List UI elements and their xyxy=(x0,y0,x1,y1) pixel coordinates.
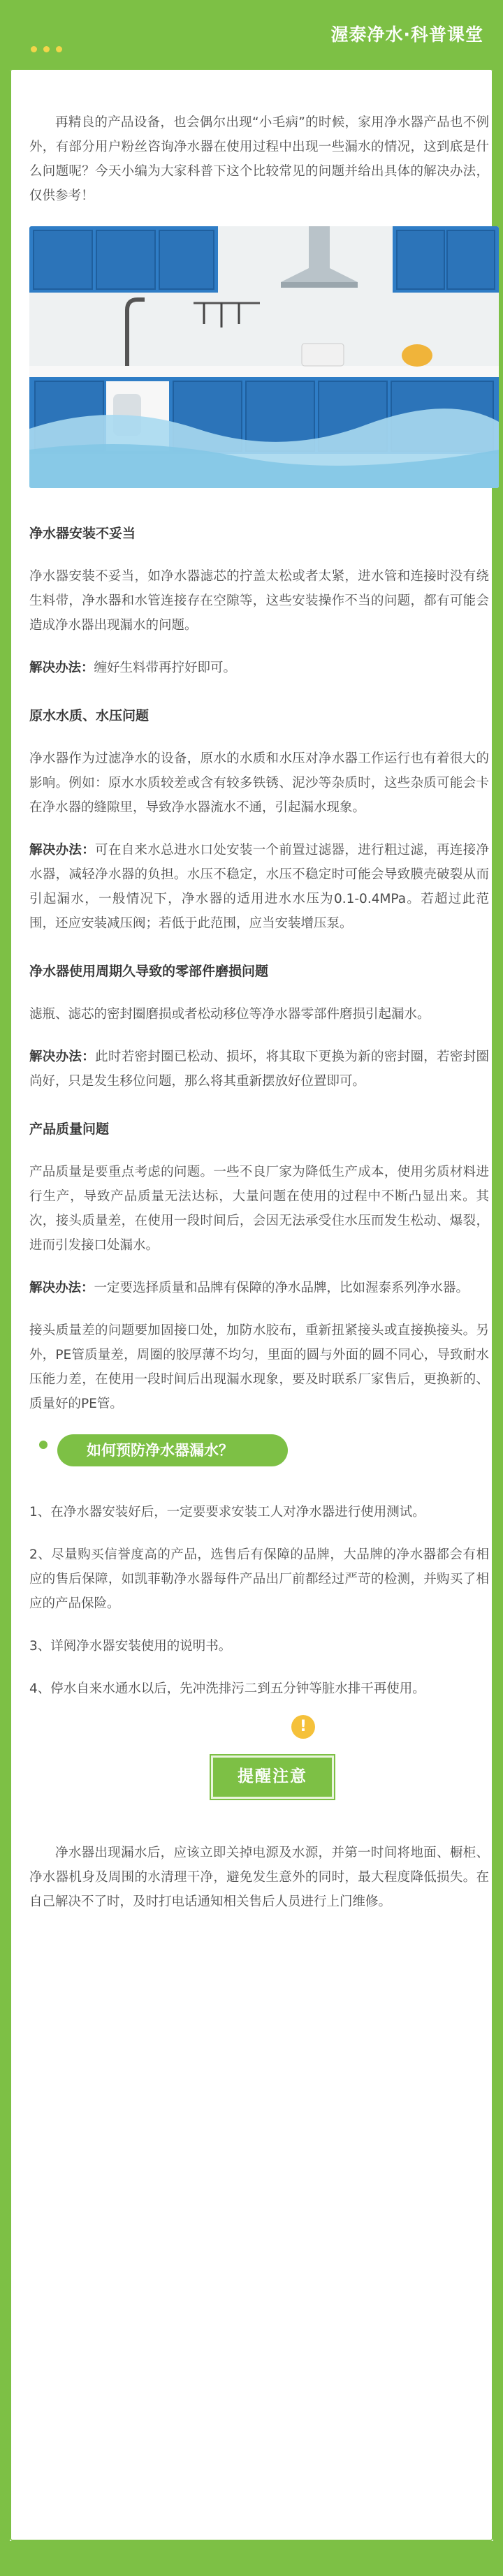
solution-label: 解决办法： xyxy=(29,661,94,675)
prevention-title: 如何预防净水器漏水？ xyxy=(57,1434,288,1466)
solution-paragraph xyxy=(29,838,489,936)
intro-paragraph: 再精良的产品设备，也会偶尔出现“小毛病”的时候，家用净水器产品也不例外，有部分用户粉丝咨询净水器在使用过程中出现一些漏水的情况，这到底是什么问题呢？今天小编为大家科普下这个比较常见的问题并给出具体的解决办法，仅供参考！ xyxy=(29,115,489,203)
section-body: 净水器安装不妥当，如净水器滤芯的拧盖太松或者太紧，进水管和连接时没有绕生料带，净水器和水管连接存在空隙等，这些安装操作不当的问题，都有可能会造成净水器出现漏水的问题。 xyxy=(29,569,489,633)
header-title: 渥泰净水·科普课堂 xyxy=(330,24,483,45)
solution-paragraph xyxy=(29,1045,489,1094)
prevention-item: 1、在净水器安装好后，一定要要求安装工人对净水器进行使用测试。 xyxy=(29,1505,425,1519)
reminder-title: 提醒注意 xyxy=(211,1756,334,1799)
prevention-item: 2、尽量购买信誉度高的产品，选售后有保障的品牌，大品牌的净水器都会有相应的售后保障，如凯菲勒净水器每件产品出厂前都经过严苛的检测，并购买了相应的产品保险。 xyxy=(29,1547,489,1611)
dot-icon xyxy=(56,46,62,52)
section-title: 净水器使用周期久导致的零部件磨损问题 xyxy=(29,964,269,979)
section-title: 产品质量问题 xyxy=(29,1121,110,1137)
section-title: 净水器安装不妥当 xyxy=(29,526,136,541)
banner-dot-icon xyxy=(39,1441,48,1449)
solution-text: 一定要选择质量和品牌有保障的净水品牌，比如渥泰系列净水器。 xyxy=(94,1281,469,1295)
frame-bottom xyxy=(0,2541,503,2576)
kitchen-leak-illustration xyxy=(29,226,499,488)
reminder-block xyxy=(29,1715,489,1813)
solution-text: 可在自来水总进水口处安装一个前置过滤器，进行粗过滤，再连接净水器，减轻净水器的负担。水压不稳定，水压不稳定时可能会导致膜壳破裂从而引起漏水，一般情况下，净水器的适用进水水压为0.1-0.4MPa。若超过此范围，还应安装减压阀；若低于此范围，应当安装增压泵。 xyxy=(29,843,489,931)
section-title: 原水水质、水压问题 xyxy=(29,708,150,723)
reminder-body: 净水器出现漏水后，应该立即关掉电源及水源，并第一时间将地面、橱柜、净水器机身及周围的水清理干净，避免发生意外的同时，最大程度降低损失。在自己解决不了时，及时打电话通知相关售后人员进行上门维修。 xyxy=(29,1846,489,1909)
dot-icon xyxy=(43,46,50,52)
header-dots xyxy=(31,46,62,52)
solution-label: 解决办法： xyxy=(29,843,96,858)
section-body: 产品质量是要重点考虑的问题。一些不良厂家为降低生产成本，使用劣质材料进行生产，导致产品质量无法达标，大量问题在使用的过程中不断凸显出来。其次，接头质量差，在使用一段时间后，会因无法承受住水压而发生松动、爆裂，进而引发接口处漏水。 xyxy=(29,1165,489,1253)
prevention-item: 3、详阅净水器安装使用的说明书。 xyxy=(29,1639,232,1654)
section-body: 滤瓶、滤芯的密封圈磨损或者松动移位等净水器零部件磨损引起漏水。 xyxy=(29,1007,430,1022)
article-card xyxy=(10,68,493,2541)
frame-left xyxy=(0,0,10,2576)
section-body: 净水器作为过滤净水的设备，原水的水质和水压对净水器工作运行也有着很大的影响。例如：原水水质较差或含有较多铁锈、泥沙等杂质时，这些杂质可能会卡在净水器的缝隙里，导致净水器流水不通，引起漏水现象。 xyxy=(29,751,489,815)
solution-text: 缠好生料带再拧好即可。 xyxy=(94,661,237,675)
dot-icon xyxy=(31,46,37,52)
prevention-banner xyxy=(29,1427,489,1472)
prevention-item: 4、停水自来水通水以后，先冲洗排污二到五分钟等脏水排干再使用。 xyxy=(29,1681,425,1696)
section-extra: 接头质量差的问题要加固接口处，加防水胶布，重新扭紧接头或直接换接头。另外，PE管质量差，周圈的胶厚薄不均匀，里面的圆与外面的圆不同心，导致耐水压能力差，在使用一段时间后出现漏水现象，要及时联系厂家售后，更换新的、质量好的PE管。 xyxy=(29,1323,489,1411)
solution-label: 解决办法： xyxy=(29,1050,96,1064)
solution-label: 解决办法： xyxy=(29,1281,94,1295)
solution-paragraph xyxy=(29,656,489,680)
lightbulb-icon: ! xyxy=(291,1715,315,1739)
solution-text: 此时若密封圈已松动、损坏，将其取下更换为新的密封圈，若密封圈尚好，只是发生移位问题，那么将其重新摆放好位置即可。 xyxy=(29,1050,489,1089)
article-content xyxy=(18,110,502,1914)
solution-paragraph xyxy=(29,1276,489,1300)
